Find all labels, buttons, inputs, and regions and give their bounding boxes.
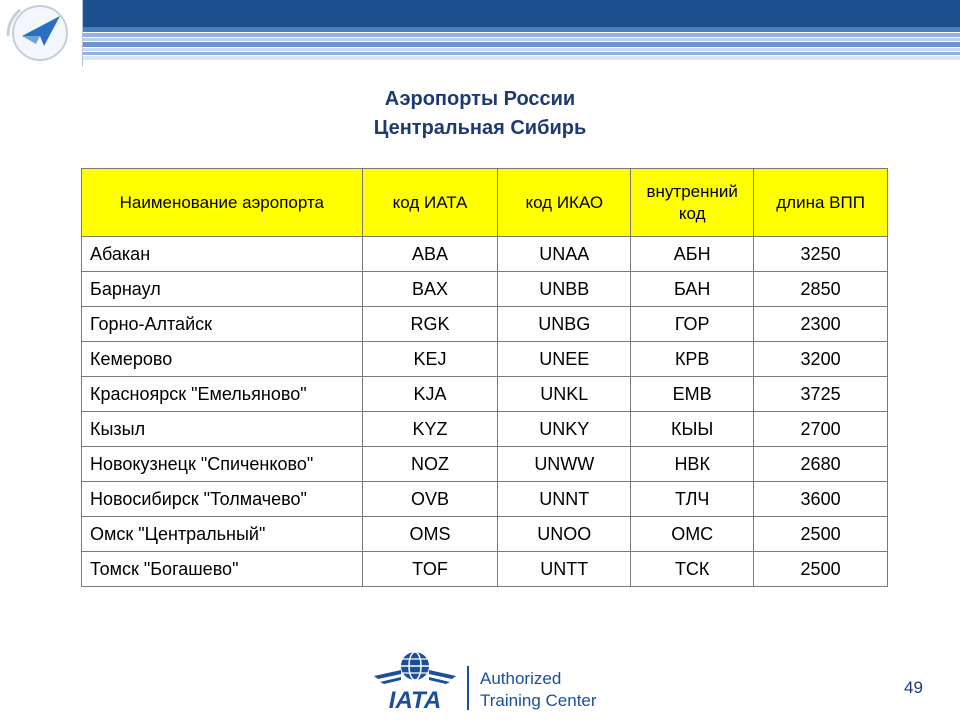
- cell-iata-code: TOF: [362, 552, 498, 587]
- table-header-row: [82, 169, 888, 237]
- cell-iata-code: NOZ: [362, 447, 498, 482]
- cell-runway-length: 3200: [754, 342, 888, 377]
- cell-iata-code: KYZ: [362, 412, 498, 447]
- cell-icao-code: UNOO: [498, 517, 631, 552]
- iata-globe-icon: [370, 646, 610, 716]
- cell-runway-length: 2680: [754, 447, 888, 482]
- table-row: [82, 342, 888, 377]
- cell-internal-code: ОМС: [631, 517, 754, 552]
- cell-iata-code: KJA: [362, 377, 498, 412]
- cell-runway-length: 2700: [754, 412, 888, 447]
- cell-internal-code: ТЛЧ: [631, 482, 754, 517]
- cell-runway-length: 2500: [754, 517, 888, 552]
- cell-internal-code: БАН: [631, 272, 754, 307]
- cell-icao-code: UNWW: [498, 447, 631, 482]
- cell-airport-name: Омск "Центральный": [82, 517, 363, 552]
- cell-iata-code: OMS: [362, 517, 498, 552]
- cell-icao-code: UNAA: [498, 237, 631, 272]
- airports-table: [81, 168, 888, 587]
- cell-internal-code: АБН: [631, 237, 754, 272]
- cell-runway-length: 2850: [754, 272, 888, 307]
- table-row: [82, 552, 888, 587]
- cell-icao-code: UNEE: [498, 342, 631, 377]
- table-row: [82, 517, 888, 552]
- cell-airport-name: Красноярск "Емельяново": [82, 377, 363, 412]
- slide-title: Аэропорты России: [384, 88, 576, 110]
- header-runway-length: длина ВПП: [754, 169, 888, 237]
- header-airport-name: Наименование аэропорта: [82, 169, 363, 237]
- table-row: [82, 447, 888, 482]
- cell-airport-name: Новокузнецк "Спиченково": [82, 447, 363, 482]
- cell-internal-code: НВК: [631, 447, 754, 482]
- table-row: [82, 237, 888, 272]
- table-row: [82, 482, 888, 517]
- cell-iata-code: ABA: [362, 237, 498, 272]
- cell-runway-length: 2500: [754, 552, 888, 587]
- table-row: [82, 412, 888, 447]
- page-number: 49: [904, 678, 923, 697]
- slide-subtitle: Центральная Сибирь: [373, 117, 587, 139]
- cell-internal-code: КЫЫ: [631, 412, 754, 447]
- cell-icao-code: UNBG: [498, 307, 631, 342]
- cell-iata-code: KEJ: [362, 342, 498, 377]
- cell-iata-code: OVB: [362, 482, 498, 517]
- cell-iata-code: RGK: [362, 307, 498, 342]
- table-row: [82, 272, 888, 307]
- cell-airport-name: Томск "Богашево": [82, 552, 363, 587]
- cell-runway-length: 3725: [754, 377, 888, 412]
- cell-icao-code: UNKY: [498, 412, 631, 447]
- logo-box: [0, 0, 83, 66]
- cell-runway-length: 2300: [754, 307, 888, 342]
- cell-airport-name: Кемерово: [82, 342, 363, 377]
- cell-icao-code: UNKL: [498, 377, 631, 412]
- plane-arrow-icon: [0, 0, 82, 66]
- cell-icao-code: UNBB: [498, 272, 631, 307]
- cell-internal-code: ГОР: [631, 307, 754, 342]
- iata-logo: [370, 646, 610, 721]
- header-icao-code: код ИКАО: [498, 169, 631, 237]
- cell-internal-code: КРВ: [631, 342, 754, 377]
- footer-tagline-line2: Training Center: [480, 691, 597, 710]
- header-iata-code: код ИАТА: [362, 169, 498, 237]
- footer-tagline-line1: Authorized: [480, 669, 562, 688]
- cell-icao-code: UNTT: [498, 552, 631, 587]
- cell-internal-code: ТСК: [631, 552, 754, 587]
- cell-icao-code: UNNT: [498, 482, 631, 517]
- table-row: [82, 307, 888, 342]
- cell-runway-length: 3600: [754, 482, 888, 517]
- cell-airport-name: Горно-Алтайск: [82, 307, 363, 342]
- iata-brand-text: IATA: [388, 687, 442, 714]
- cell-runway-length: 3250: [754, 237, 888, 272]
- header-internal-code: внутренний код: [631, 169, 754, 237]
- table-row: [82, 377, 888, 412]
- slide-header: [0, 0, 960, 66]
- cell-internal-code: EMB: [631, 377, 754, 412]
- cell-iata-code: BAX: [362, 272, 498, 307]
- cell-airport-name: Новосибирск "Толмачево": [82, 482, 363, 517]
- header-bar: [83, 0, 960, 27]
- cell-airport-name: Кызыл: [82, 412, 363, 447]
- cell-airport-name: Абакан: [82, 237, 363, 272]
- cell-airport-name: Барнаул: [82, 272, 363, 307]
